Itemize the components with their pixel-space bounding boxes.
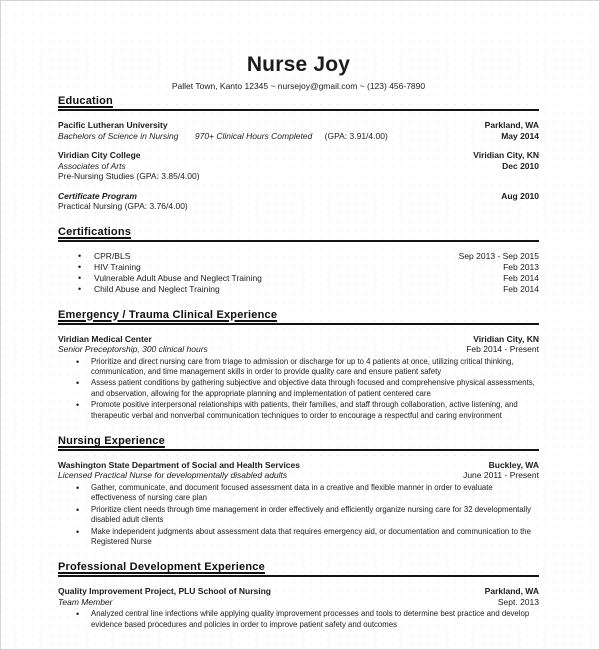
education-degree: Associates of Arts — [58, 160, 126, 171]
education-entry — [58, 191, 539, 212]
section-heading-certifications-label: Certifications — [58, 225, 132, 238]
bullet-item: • Make independent judgments about assessment data that requires emergency aid, or documentation and communication to the Registered Nurse — [91, 527, 539, 548]
bullet-item: • Analyzed central line infections while applying quality improvement processes and tools to determine best practice and develop evidence based procedures and policies in order to improve patient safety and outcomes — [91, 609, 539, 630]
certification-label: • Vulnerable Adult Abuse and Neglect Training — [94, 272, 262, 283]
resume-name: Nurse Joy — [246, 53, 351, 76]
education-entry — [58, 150, 539, 182]
education-detail: Pre-Nursing Studies (GPA: 3.85/4.00) — [58, 171, 200, 181]
education-extra: 970+ Clinical Hours Completed — [194, 130, 313, 141]
emergency-bullet-list — [58, 357, 539, 421]
certification-date: Feb 2014 — [503, 272, 539, 283]
professional-entry — [58, 586, 539, 630]
professional-date: Sept. 2013 — [497, 596, 539, 607]
contact-line: Pallet Town, Kanto 12345 ~ nursejoy@gmail.com ~ (123) 456-7890 — [171, 81, 426, 91]
education-detail: Practical Nursing (GPA: 3.76/4.00) — [58, 201, 188, 211]
nursing-org: Washington State Department of Social and Health Services — [58, 459, 300, 470]
certification-item — [94, 251, 539, 262]
education-gpa: (GPA: 3.91/4.00) — [324, 130, 388, 141]
bullet-item: • Prioritize and direct nursing care from triage to admission or discharge for up to 4 patients at once, utilizing critical thinking, communication, and time management skills in order to provide quality care and ensure patient safety — [91, 357, 539, 378]
nursing-location: Buckley, WA — [488, 459, 539, 470]
section-heading-nursing-label: Nursing Experience — [58, 434, 165, 447]
certification-item — [94, 273, 539, 284]
professional-location: Parkland, WA — [484, 586, 539, 597]
education-date: Dec 2010 — [502, 160, 539, 171]
education-org: Viridian City College — [58, 150, 141, 160]
bullet-item: • Promote positive interpersonal relationships with patients, their families, and staff through collaboration, active listening, and therapeutic verbal and nonverbal communication techniques to order to encourage a respectful and caring environment — [91, 400, 539, 421]
certification-label: • HIV Training — [94, 261, 141, 272]
certification-date: Sep 2013 - Sep 2015 — [458, 250, 539, 261]
section-heading-emergency-label: Emergency / Trauma Clinical Experience — [58, 308, 278, 321]
certification-list — [58, 251, 539, 295]
education-org: Pacific Lutheran University — [58, 120, 168, 130]
education-org: Certificate Program — [58, 190, 137, 201]
section-heading-education — [58, 95, 539, 111]
education-date: May 2014 — [501, 130, 539, 141]
certification-item — [94, 262, 539, 273]
section-heading-education-label: Education — [58, 95, 113, 107]
professional-org: Quality Improvement Project, PLU School of Nursing — [58, 586, 272, 597]
education-degree-line — [58, 131, 388, 142]
section-heading-emergency — [58, 309, 539, 325]
section-heading-professional — [58, 561, 539, 577]
nursing-role: Licensed Practical Nurse for developmentally disabled adults — [58, 470, 288, 481]
emergency-role: Senior Preceptorship, 300 clinical hours — [58, 344, 208, 354]
section-heading-nursing — [58, 435, 539, 451]
emergency-org: Viridian Medical Center — [58, 333, 152, 344]
certification-label: • Child Abuse and Neglect Training — [94, 283, 220, 294]
resume — [1, 1, 599, 630]
education-location: Viridian City, KN — [473, 150, 539, 160]
emergency-location: Viridian City, KN — [473, 333, 539, 344]
education-date: Aug 2010 — [501, 190, 539, 201]
certification-label: • CPR/BLS — [94, 250, 131, 261]
nursing-date: June 2011 - Present — [463, 470, 539, 481]
education-entry — [58, 120, 539, 141]
certification-date: Feb 2013 — [503, 261, 539, 272]
emergency-entry — [58, 334, 539, 421]
emergency-date: Feb 2014 - Present — [466, 344, 539, 354]
nursing-bullet-list — [58, 483, 539, 547]
certification-item — [94, 284, 539, 295]
section-heading-professional-label: Professional Development Experience — [58, 561, 265, 574]
certification-date: Feb 2014 — [503, 283, 539, 294]
nursing-entry — [58, 460, 539, 547]
bullet-item: • Assess patient conditions by gathering subjective and objective data through focused and comprehensive physical assessments, and observation, allowing for the appropriate planning and implementation of patient centered care — [91, 378, 539, 399]
education-degree: Bachelors of Science in Nursing — [58, 130, 179, 141]
education-location: Parkland, WA — [484, 120, 539, 130]
bullet-item: • Prioritize client needs through time management in order effectively and efficiently organize nursing care for 32 developmentally disabled adult clients — [91, 505, 539, 526]
bullet-item: • Gather, communicate, and document focused assessment data in a creative and flexible manner in order to evaluate effectiveness of nursing care plan — [91, 483, 539, 504]
section-heading-certifications — [58, 226, 539, 242]
professional-role: Team Member — [58, 596, 113, 607]
professional-bullet-list — [58, 609, 539, 630]
